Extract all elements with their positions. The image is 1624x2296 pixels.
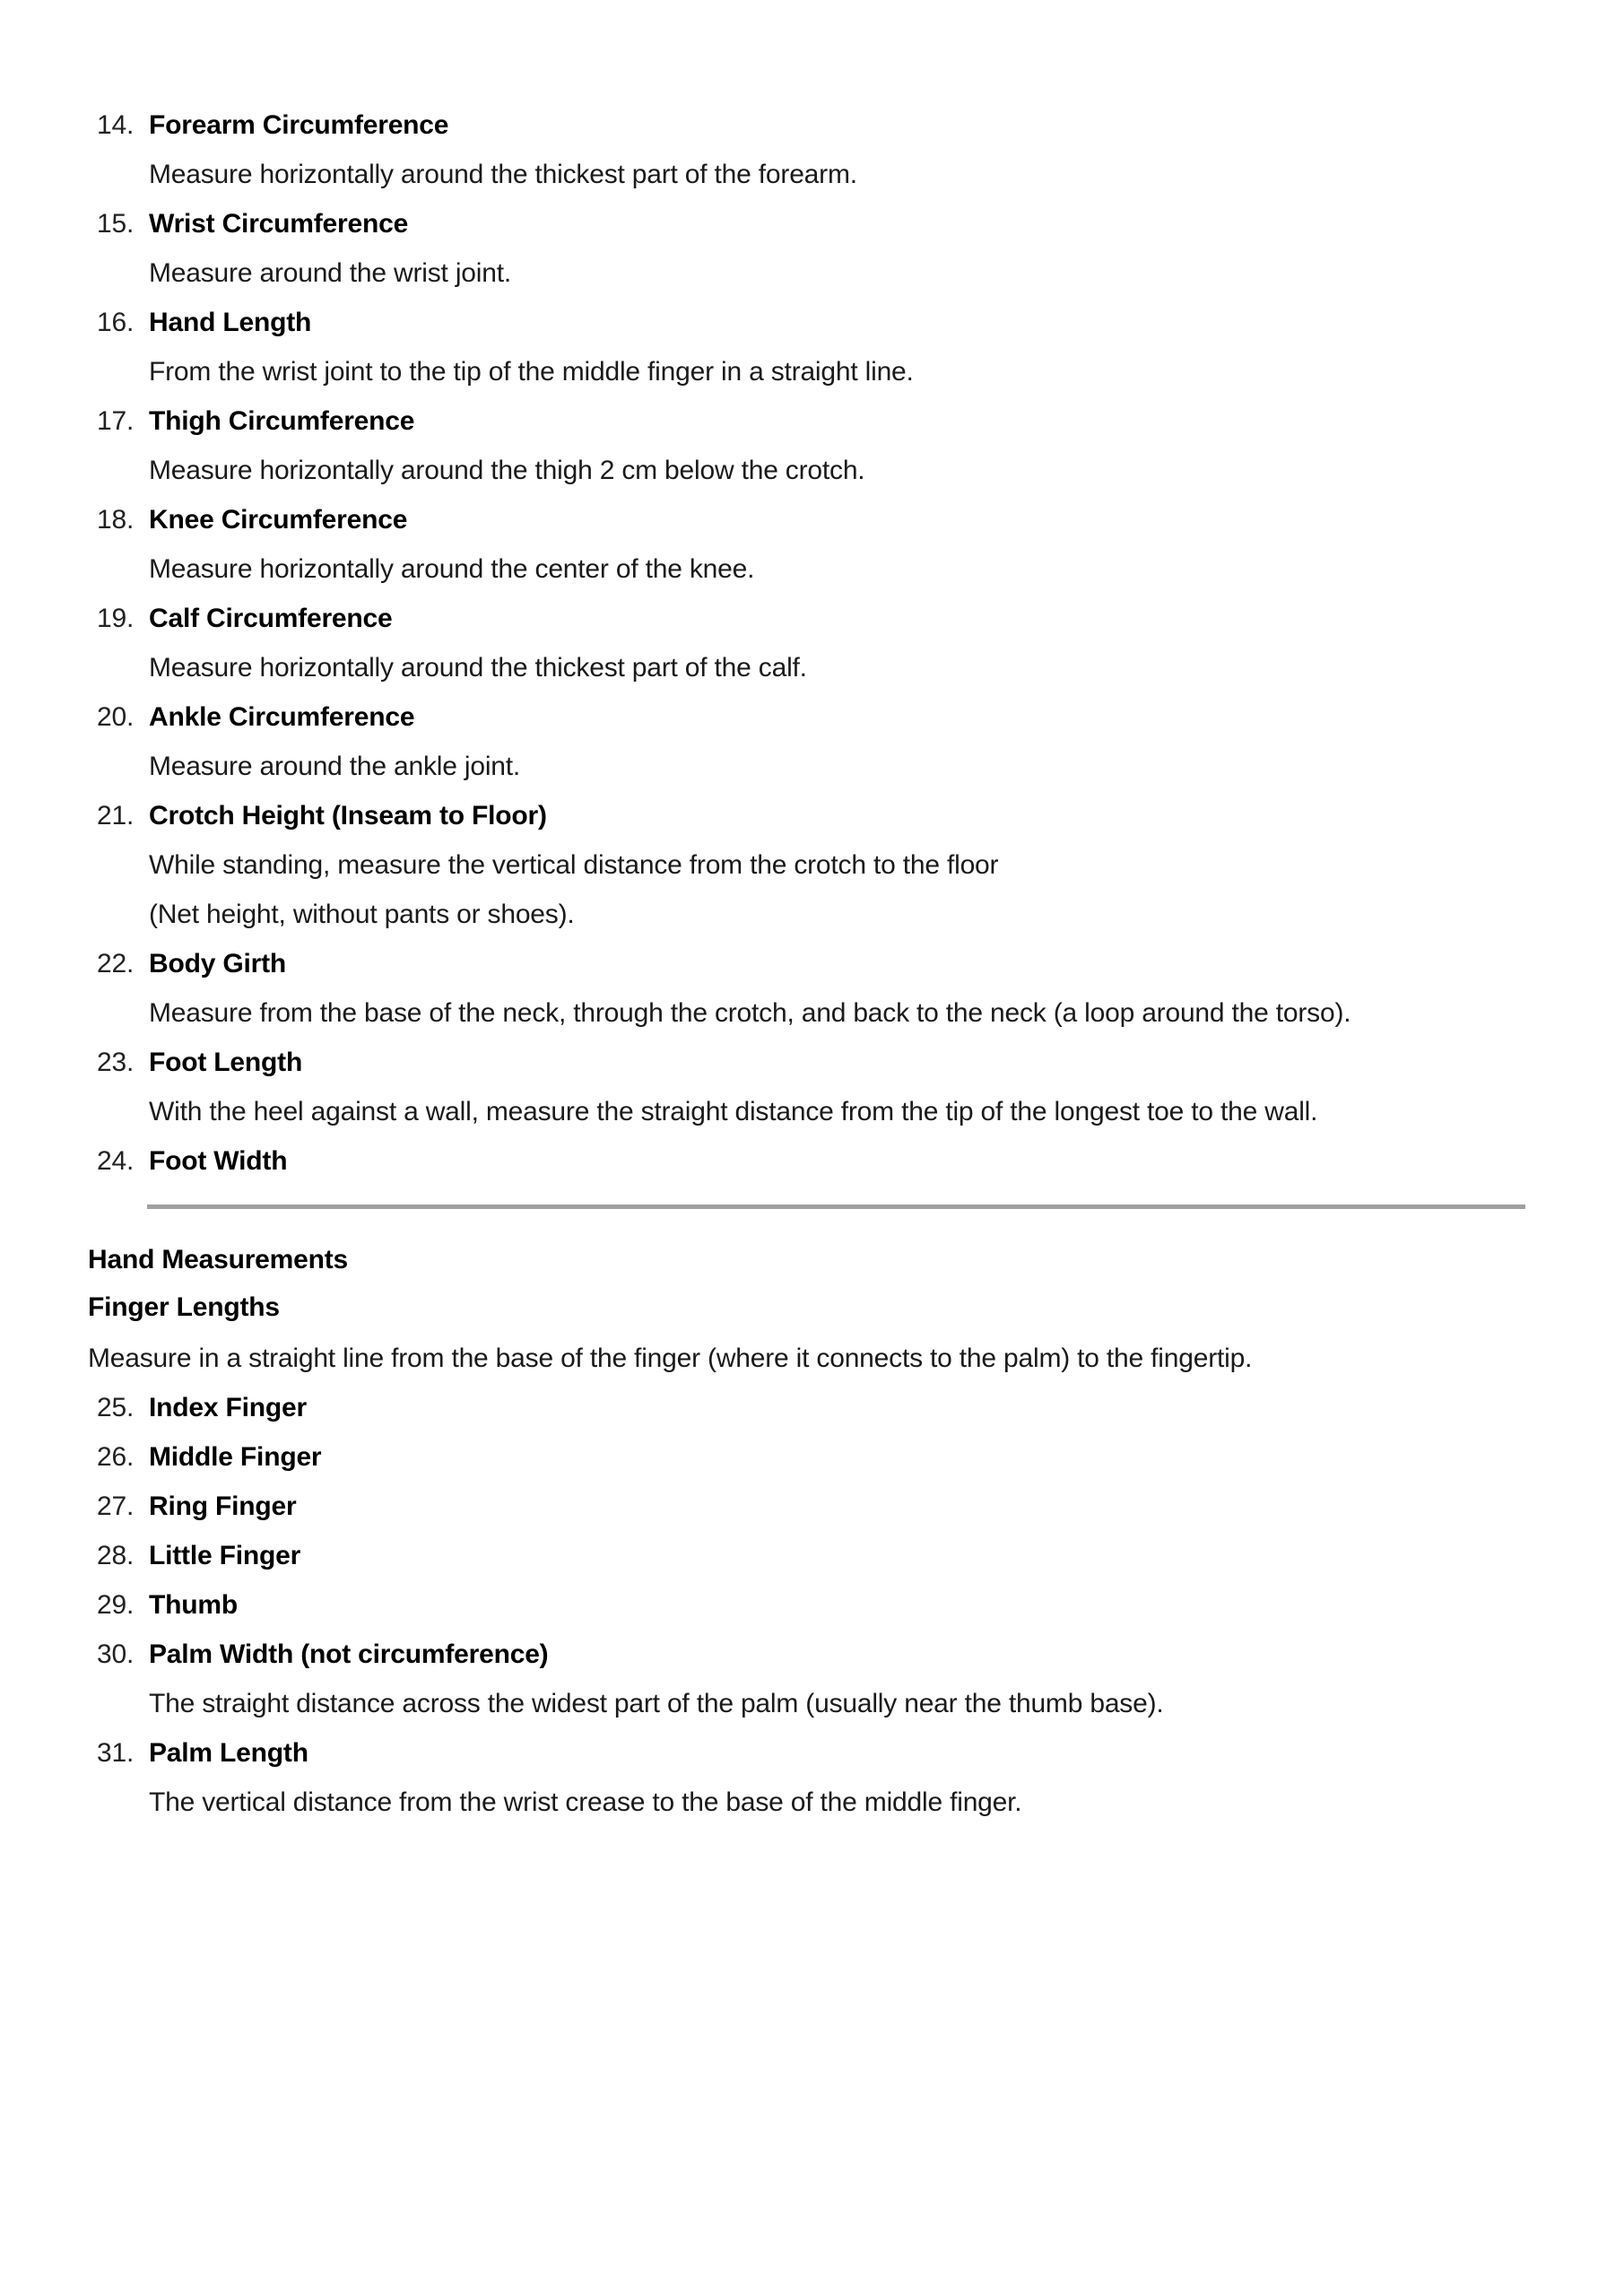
item-description: Measure horizontally around the thigh 2 cm below the crotch. [149, 456, 865, 485]
item-title: Calf Circumference [149, 604, 393, 633]
section-description: Measure in a straight line from the base of the finger (where it connects to the palm) to the fingertip. [88, 1344, 1253, 1373]
item-number: 16. [97, 308, 135, 337]
item-number: 19. [97, 604, 135, 633]
horizontal-divider [147, 1205, 1525, 1209]
item-description: Measure horizontally around the thickest part of the calf. [149, 653, 807, 683]
item-number: 29. [97, 1590, 135, 1620]
item-number: 25. [97, 1393, 135, 1422]
item-description: (Net height, without pants or shoes). [149, 900, 575, 929]
item-title: Ring Finger [149, 1492, 297, 1521]
item-title: Ankle Circumference [149, 702, 415, 732]
item-number: 23. [97, 1048, 135, 1077]
item-description: With the heel against a wall, measure the straight distance from the tip of the longest toe to the wall. [149, 1097, 1318, 1126]
item-description: While standing, measure the vertical distance from the crotch to the floor [149, 850, 999, 880]
item-description: From the wrist joint to the tip of the middle finger in a straight line. [149, 357, 914, 387]
item-title: Forearm Circumference [149, 110, 449, 140]
item-description: Measure around the wrist joint. [149, 258, 512, 288]
item-description: The straight distance across the widest part of the palm (usually near the thumb base). [149, 1689, 1164, 1718]
item-title: Palm Width (not circumference) [149, 1639, 549, 1669]
item-title: Knee Circumference [149, 505, 408, 535]
item-number: 22. [97, 949, 135, 978]
item-description: Measure horizontally around the center of the knee. [149, 554, 755, 584]
item-title: Hand Length [149, 308, 312, 337]
item-title: Palm Length [149, 1738, 308, 1768]
item-description: Measure horizontally around the thickest part of the forearm. [149, 160, 857, 189]
item-number: 26. [97, 1442, 135, 1472]
item-title: Index Finger [149, 1393, 307, 1422]
item-number: 17. [97, 406, 135, 436]
item-title: Thumb [149, 1590, 238, 1620]
item-description: Measure around the ankle joint. [149, 752, 521, 781]
item-title: Middle Finger [149, 1442, 322, 1472]
subsection-title: Finger Lengths [88, 1292, 280, 1322]
item-number: 21. [97, 801, 135, 831]
item-description: Measure from the base of the neck, through the crotch, and back to the neck (a loop around the torso). [149, 998, 1351, 1028]
item-number: 20. [97, 702, 135, 732]
item-number: 18. [97, 505, 135, 535]
item-title: Foot Width [149, 1146, 288, 1176]
item-title: Foot Length [149, 1048, 303, 1077]
item-title: Wrist Circumference [149, 209, 409, 239]
item-number: 15. [97, 209, 135, 239]
item-number: 30. [97, 1639, 135, 1669]
item-title: Crotch Height (Inseam to Floor) [149, 801, 547, 831]
section-title: Hand Measurements [88, 1245, 349, 1274]
item-number: 24. [97, 1146, 135, 1176]
item-title: Thigh Circumference [149, 406, 415, 436]
item-description: The vertical distance from the wrist crease to the base of the middle finger. [149, 1787, 1022, 1817]
item-number: 28. [97, 1541, 135, 1570]
item-number: 14. [97, 110, 135, 140]
item-title: Little Finger [149, 1541, 301, 1570]
item-number: 31. [97, 1738, 135, 1768]
item-number: 27. [97, 1492, 135, 1521]
item-title: Body Girth [149, 949, 286, 978]
